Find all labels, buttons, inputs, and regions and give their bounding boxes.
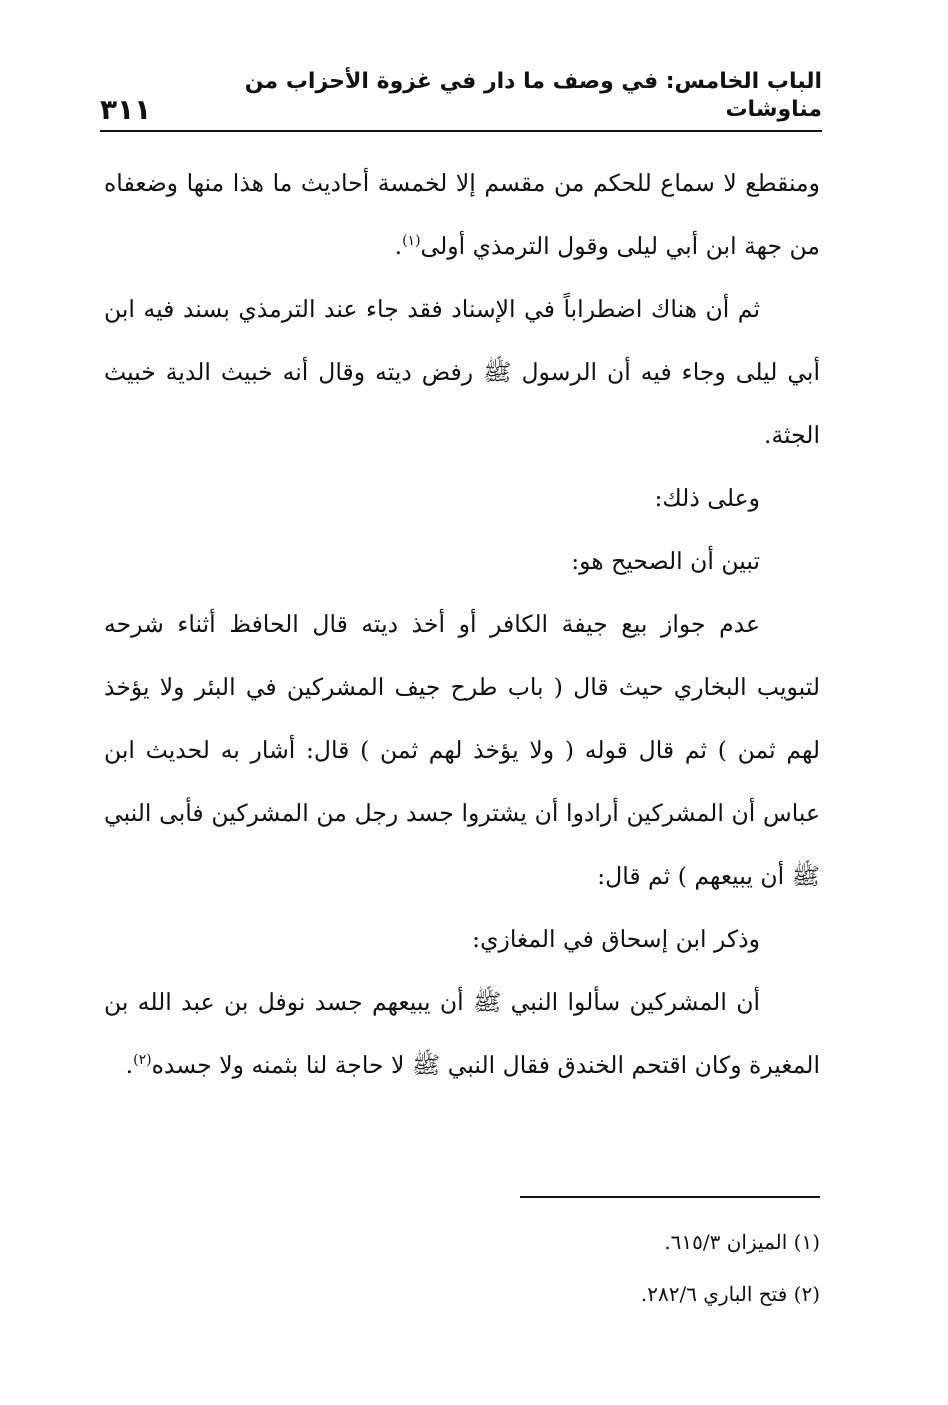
paragraph-5: عدم جواز بيع جيفة الكافر أو أخذ ديته قال الحافظ أثناء شرحه لتبويب البخاري حيث قال ( باب طرح جيف المشركين في البئر ولا يؤخذ لهم ثمن ) ثم قال قوله ( ولا يؤخذ لهم ثمن ) قال: أشار به لحديث ابن عباس أن المشركين أرادوا أن يشتروا جسد رجل من المشركين فأبى النبي ﷺ أن يبيعهم ) ثم قال:: [104, 610, 820, 890]
running-header: [100, 69, 822, 132]
paragraph-4: تبين أن الصحيح هو:: [571, 547, 760, 575]
footnotes: [104, 1216, 820, 1320]
paragraph-7: [104, 971, 820, 1097]
paragraph-6: وذكر ابن إسحاق في المغازي:: [472, 925, 760, 953]
paragraph-3: وعلى ذلك:: [654, 484, 760, 512]
paragraph-1: [104, 152, 820, 278]
paragraph-1-end: .: [394, 232, 403, 260]
footnote-2: (٢) فتح الباري ٢٨٢/٦.: [640, 1282, 820, 1306]
footnote-1: (١) الميزان ٦١٥/٣.: [664, 1230, 820, 1254]
main-text: [104, 152, 820, 1097]
footnote-divider: [520, 1196, 820, 1198]
footnote-ref-1: (١): [402, 233, 421, 250]
page-number: ٣١١: [100, 93, 152, 126]
paragraph-1-text: ومنقطع لا سماع للحكم من مقسم إلا لخمسة أحاديث ما هذا منها وضعفاه من جهة ابن أبي ليلى وقول الترمذي أولى: [104, 169, 820, 260]
paragraph-2: ثم أن هناك اضطراباً في الإسناد فقد جاء عند الترمذي بسند فيه ابن أبي ليلى وجاء فيه أن الرسول ﷺ رفض ديته وقال أنه خبيث الدية خبيث الجثة.: [104, 295, 820, 449]
chapter-title: الباب الخامس: في وصف ما دار في غزوة الأحزاب من مناوشات: [244, 69, 822, 122]
paragraph-7-end: .: [125, 1051, 134, 1079]
paragraph-7-text: أن المشركين سألوا النبي ﷺ أن يبيعهم جسد نوفل بن عبد الله بن المغيرة وكان اقتحم الخندق فقال النبي ﷺ لا حاجة لنا بثمنه ولا جسده: [104, 988, 820, 1079]
footnote-ref-2: (٢): [133, 1052, 152, 1069]
